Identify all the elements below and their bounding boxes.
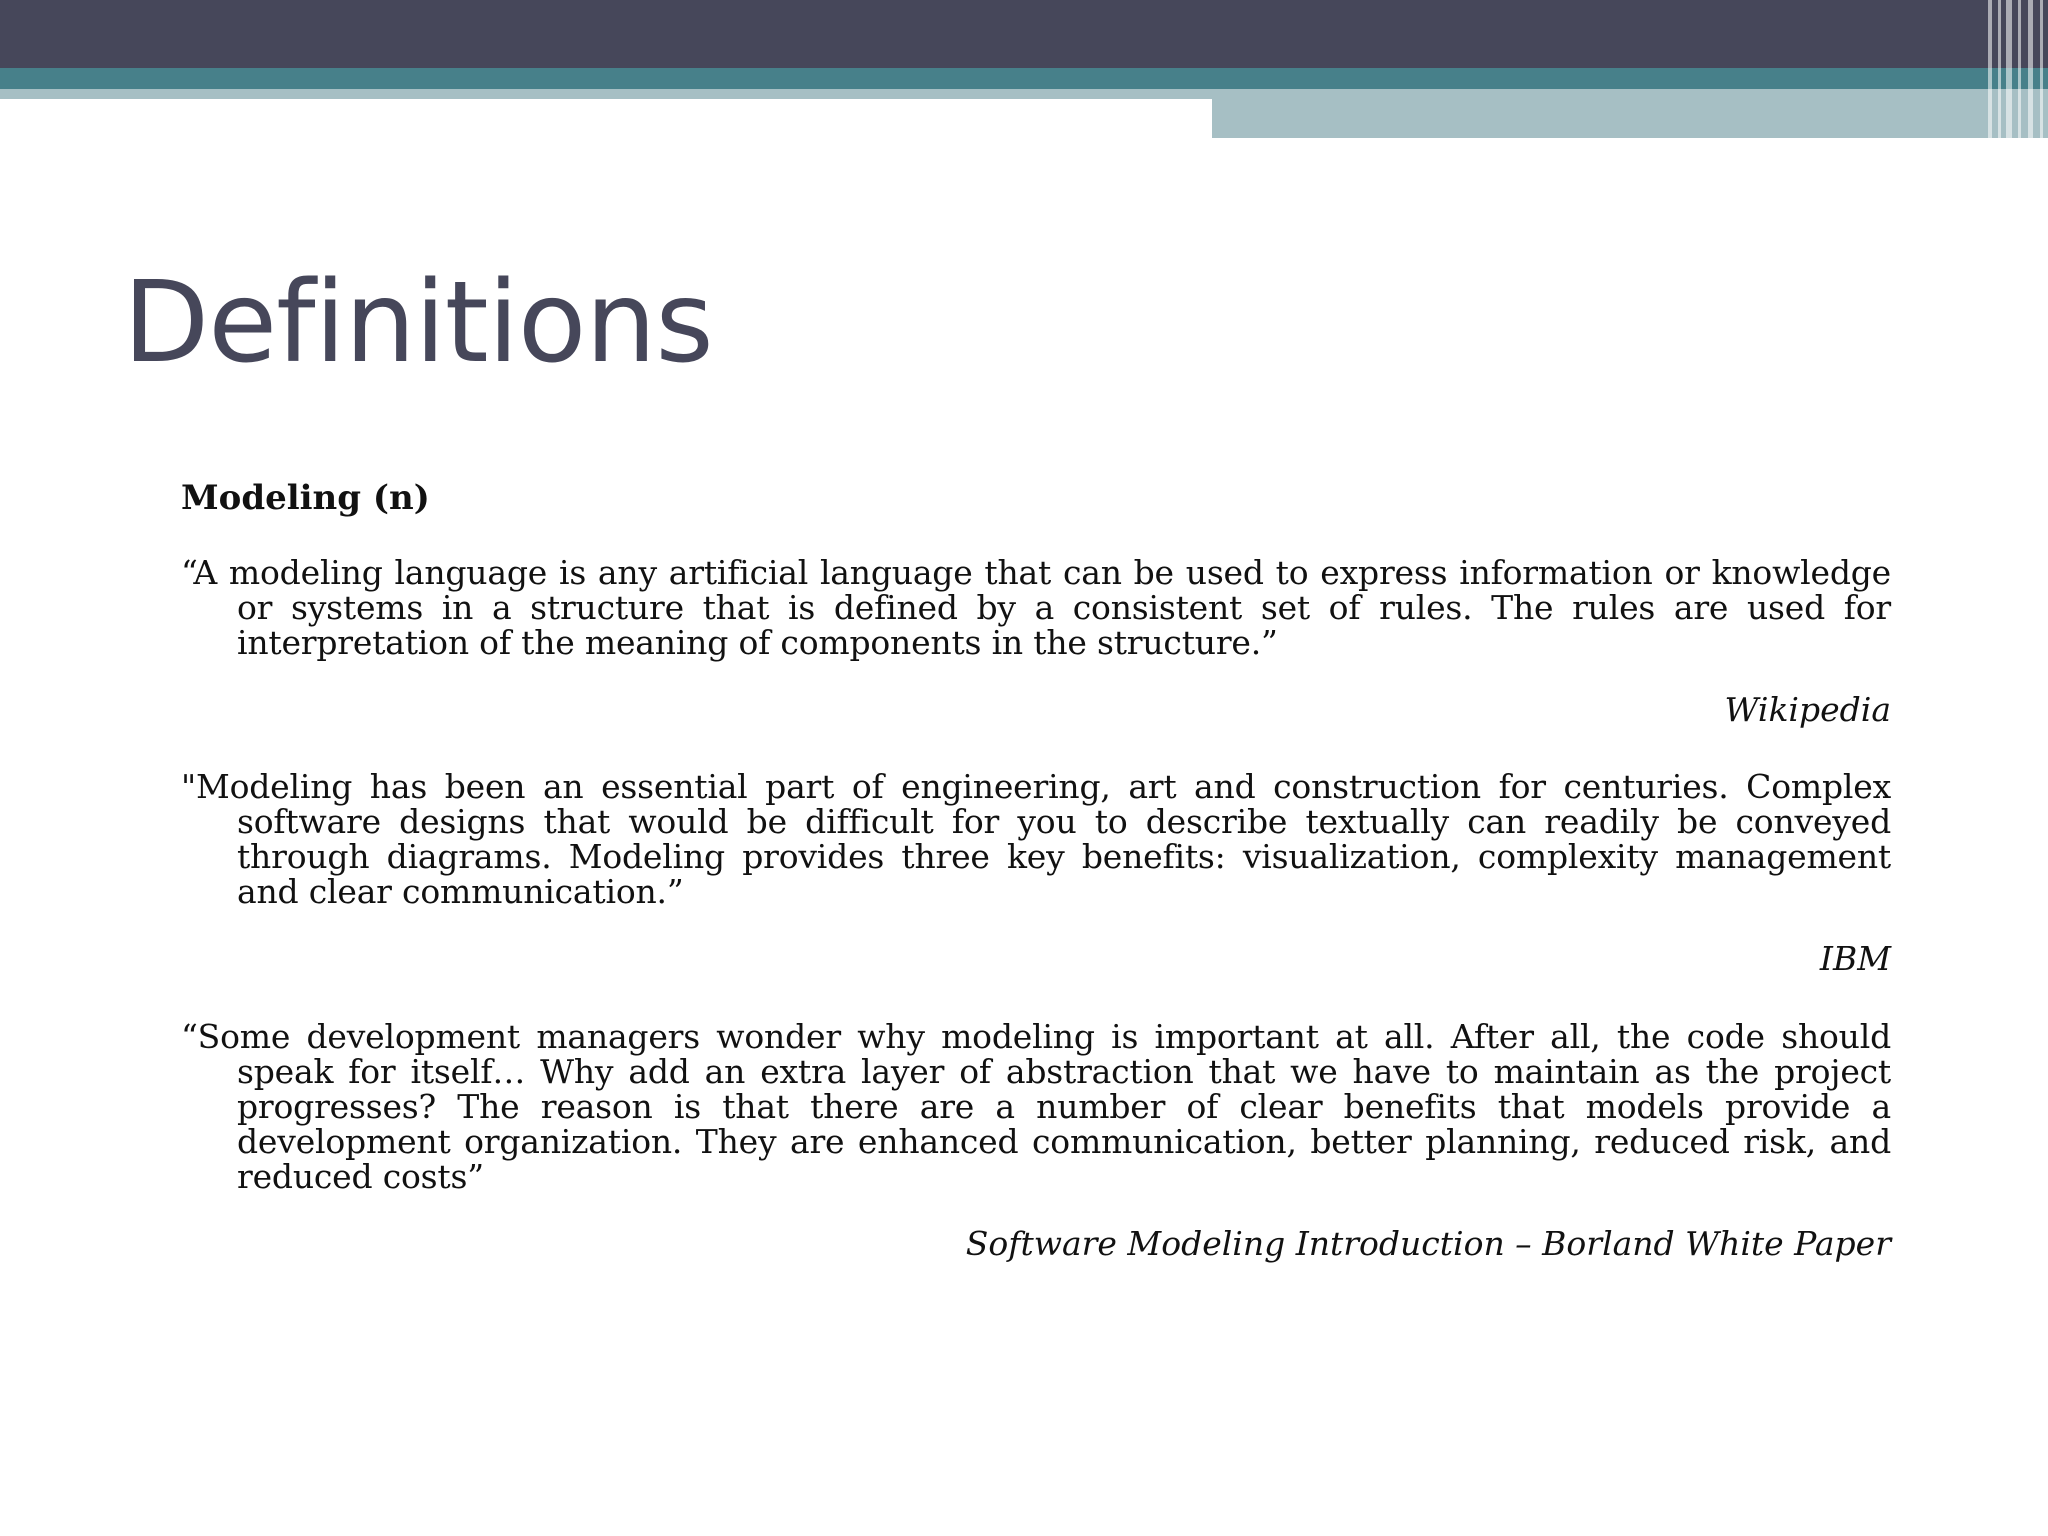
quote-source: Wikipedia: [1724, 689, 1891, 729]
header-stripes: [1988, 0, 2048, 138]
header-band-light-right: [1212, 89, 2048, 138]
quote-source: Software Modeling Introduction – Borland White Paper: [965, 1223, 1891, 1263]
slide-title: Definitions: [123, 258, 713, 388]
header-band-teal: [0, 68, 2048, 89]
quote-text: "Modeling has been an essential part of engineering, art and construction for centuries. Complex software designs that would be difficult for you to describe textually can readily be conveyed through diagrams. Modeling provides three key benefits: visualization, complexity management and clear communication.”: [181, 767, 1891, 912]
slide-content: [181, 478, 1891, 1304]
quote-text: “Some development managers wonder why modeling is important at all. After all, the code should speak for itself… Why add an extra layer of abstraction that we have to maintain as the project progresses? The reason is that there are a number of clear benefits that models provide a development organization. They are enhanced communication, better planning, reduced risk, and reduced costs”: [181, 1016, 1891, 1196]
quote-source: IBM: [1819, 939, 1891, 979]
header-band-light-left: [0, 89, 1212, 99]
header-band-dark: [0, 0, 2048, 68]
term-heading: Modeling (n): [181, 478, 430, 518]
quote-text: “A modeling language is any artificial language that can be used to express information or knowledge or systems in a structure that is defined by a consistent set of rules. The rules are used for interpretation of the meaning of components in the structure.”: [181, 552, 1891, 662]
